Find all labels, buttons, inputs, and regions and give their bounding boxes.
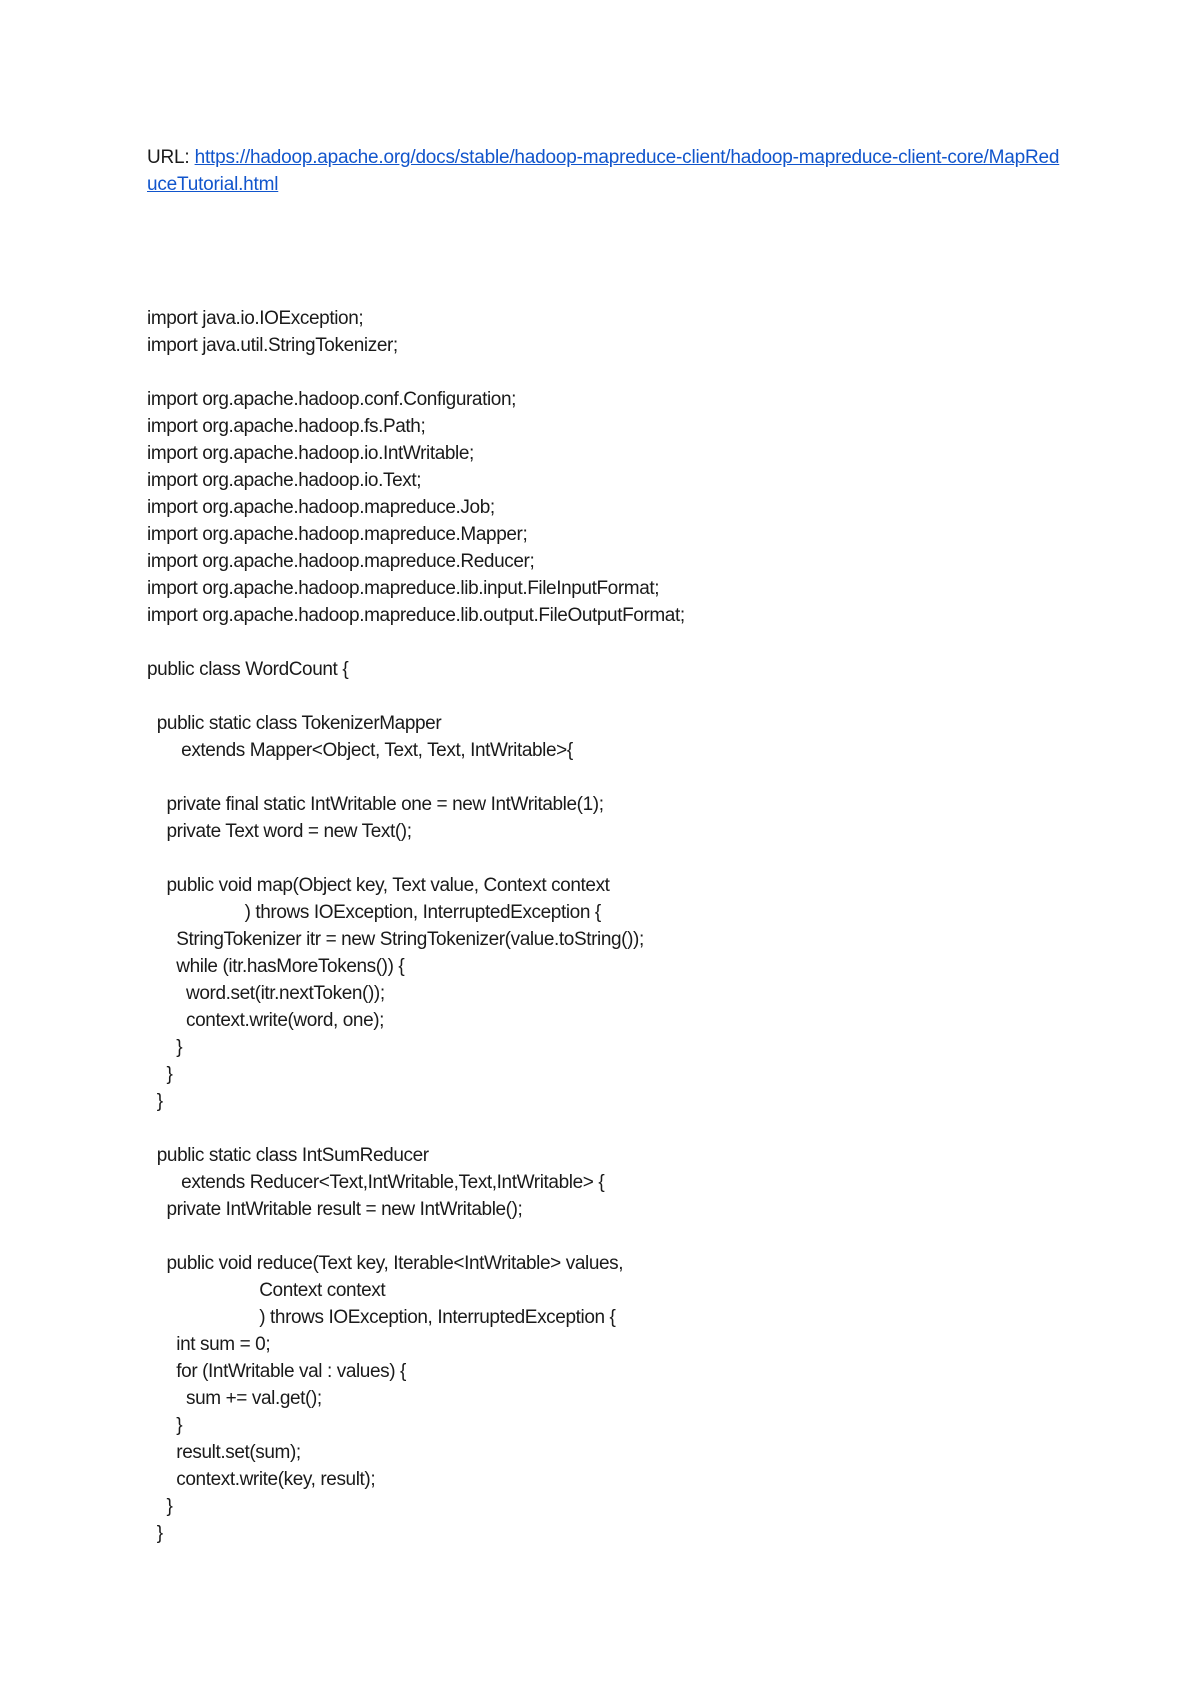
code-line: } <box>147 1496 173 1517</box>
code-line <box>147 845 1127 872</box>
code-line: ) throws IOException, InterruptedException { <box>147 1307 616 1328</box>
url-paragraph <box>147 144 1067 198</box>
code-line: } <box>147 1037 183 1058</box>
code-line: import org.apache.hadoop.fs.Path; <box>147 416 426 437</box>
code-line <box>147 629 1127 656</box>
code-line: extends Reducer<Text,IntWritable,Text,IntWritable> { <box>147 1172 605 1193</box>
code-line: public static class IntSumReducer <box>147 1145 429 1166</box>
code-line: private final static IntWritable one = new IntWritable(1); <box>147 794 604 815</box>
url-label: URL: <box>147 147 195 168</box>
code-line <box>147 359 1127 386</box>
code-line: while (itr.hasMoreTokens()) { <box>147 956 405 977</box>
code-line <box>147 764 1127 791</box>
code-line: import org.apache.hadoop.mapreduce.Job; <box>147 497 495 518</box>
code-line: public static class TokenizerMapper <box>147 713 442 734</box>
code-line: } <box>147 1064 173 1085</box>
java-code-block <box>147 305 1127 1547</box>
code-line: private IntWritable result = new IntWritable(); <box>147 1199 523 1220</box>
tutorial-url-link[interactable]: https://hadoop.apache.org/docs/stable/hadoop-mapreduce-client/hadoop-mapreduce-client-core/MapReduceTutorial.html <box>147 147 1060 195</box>
code-line: public class WordCount { <box>147 659 349 680</box>
code-line: private Text word = new Text(); <box>147 821 412 842</box>
code-line <box>147 1223 1127 1250</box>
code-line: public void reduce(Text key, Iterable<IntWritable> values, <box>147 1253 624 1274</box>
code-line: sum += val.get(); <box>147 1388 322 1409</box>
code-line: word.set(itr.nextToken()); <box>147 983 385 1004</box>
code-line: StringTokenizer itr = new StringTokenizer(value.toString()); <box>147 929 644 950</box>
code-line: int sum = 0; <box>147 1334 271 1355</box>
code-line: import java.io.IOException; <box>147 308 364 329</box>
code-line: import org.apache.hadoop.io.IntWritable; <box>147 443 474 464</box>
code-line: } <box>147 1091 163 1112</box>
code-line: import org.apache.hadoop.mapreduce.lib.output.FileOutputFormat; <box>147 605 685 626</box>
code-line: import org.apache.hadoop.mapreduce.Mapper; <box>147 524 528 545</box>
code-line: import org.apache.hadoop.conf.Configuration; <box>147 389 516 410</box>
code-line: context.write(word, one); <box>147 1010 385 1031</box>
code-line: import org.apache.hadoop.io.Text; <box>147 470 422 491</box>
code-line: context.write(key, result); <box>147 1469 376 1490</box>
code-line: import org.apache.hadoop.mapreduce.lib.input.FileInputFormat; <box>147 578 660 599</box>
code-line: import org.apache.hadoop.mapreduce.Reducer; <box>147 551 535 572</box>
code-line: } <box>147 1523 163 1544</box>
code-line: result.set(sum); <box>147 1442 301 1463</box>
code-line <box>147 1115 1127 1142</box>
code-line: public void map(Object key, Text value, Context context <box>147 875 610 896</box>
code-line: extends Mapper<Object, Text, Text, IntWritable>{ <box>147 740 573 761</box>
code-line <box>147 683 1127 710</box>
code-line: for (IntWritable val : values) { <box>147 1361 406 1382</box>
code-line: ) throws IOException, InterruptedException { <box>147 902 601 923</box>
code-line: Context context <box>147 1280 386 1301</box>
code-line: import java.util.StringTokenizer; <box>147 335 398 356</box>
code-line: } <box>147 1415 183 1436</box>
